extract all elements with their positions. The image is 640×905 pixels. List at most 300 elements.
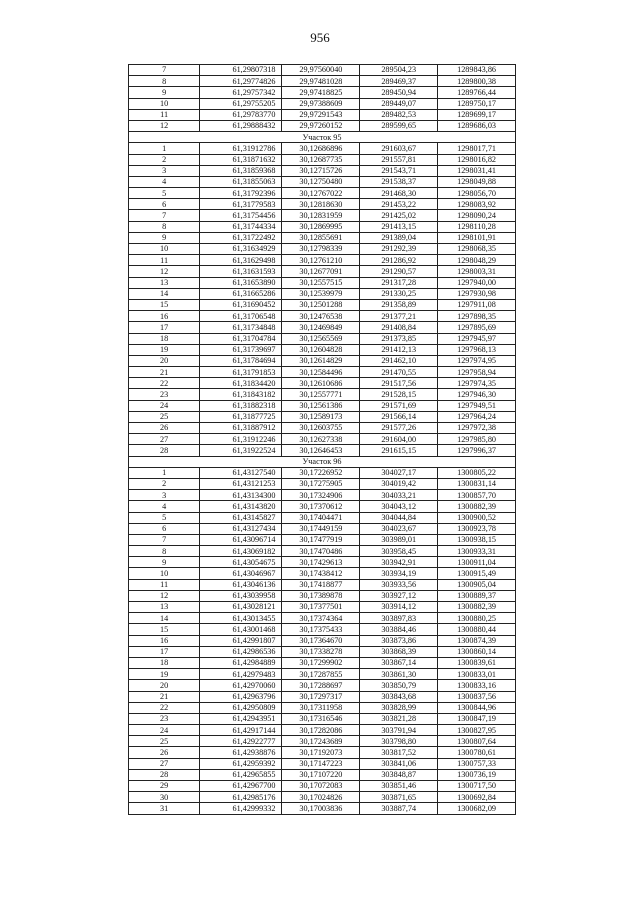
latitude-cell: 61,43127540 bbox=[200, 467, 282, 478]
point-number-cell: 3 bbox=[129, 490, 200, 501]
y-coordinate-cell: 1298016,82 bbox=[438, 154, 516, 165]
x-coordinate-cell: 303871,65 bbox=[360, 792, 438, 803]
latitude-cell: 61,43046136 bbox=[200, 579, 282, 590]
point-number-cell: 27 bbox=[129, 758, 200, 769]
table-row bbox=[129, 702, 516, 713]
longitude-cell: 30,17299902 bbox=[282, 657, 360, 668]
x-coordinate-cell: 303873,86 bbox=[360, 635, 438, 646]
table-row bbox=[129, 624, 516, 635]
longitude-cell: 30,12855691 bbox=[282, 232, 360, 243]
point-number-cell: 20 bbox=[129, 355, 200, 366]
x-coordinate-cell: 291603,67 bbox=[360, 143, 438, 154]
latitude-cell: 61,42938876 bbox=[200, 747, 282, 758]
longitude-cell: 30,12761210 bbox=[282, 255, 360, 266]
latitude-cell: 61,42979483 bbox=[200, 669, 282, 680]
longitude-cell: 30,17364670 bbox=[282, 635, 360, 646]
y-coordinate-cell: 1300860,14 bbox=[438, 646, 516, 657]
table-row bbox=[129, 512, 516, 523]
x-coordinate-cell: 304019,42 bbox=[360, 478, 438, 489]
table-row bbox=[129, 758, 516, 769]
x-coordinate-cell: 303867,14 bbox=[360, 657, 438, 668]
point-number-cell: 18 bbox=[129, 333, 200, 344]
x-coordinate-cell: 304027,17 bbox=[360, 467, 438, 478]
latitude-cell: 61,43054675 bbox=[200, 557, 282, 568]
latitude-cell: 61,29757342 bbox=[200, 87, 282, 98]
table-row bbox=[129, 736, 516, 747]
y-coordinate-cell: 1300837,56 bbox=[438, 691, 516, 702]
table-row bbox=[129, 747, 516, 758]
table-row bbox=[129, 244, 516, 255]
latitude-cell: 61,31704784 bbox=[200, 333, 282, 344]
table-row bbox=[129, 725, 516, 736]
latitude-cell: 61,31834420 bbox=[200, 378, 282, 389]
point-number-cell: 12 bbox=[129, 590, 200, 601]
table-row bbox=[129, 646, 516, 657]
latitude-cell: 61,42999332 bbox=[200, 803, 282, 814]
table-row bbox=[129, 266, 516, 277]
longitude-cell: 30,12677091 bbox=[282, 266, 360, 277]
x-coordinate-cell: 291373,85 bbox=[360, 333, 438, 344]
latitude-cell: 61,31912786 bbox=[200, 143, 282, 154]
longitude-cell: 30,17374364 bbox=[282, 613, 360, 624]
table-row bbox=[129, 65, 516, 76]
table-row bbox=[129, 232, 516, 243]
table-row bbox=[129, 546, 516, 557]
point-number-cell: 6 bbox=[129, 199, 200, 210]
y-coordinate-cell: 1300933,31 bbox=[438, 546, 516, 557]
latitude-cell: 61,42991807 bbox=[200, 635, 282, 646]
y-coordinate-cell: 1298031,41 bbox=[438, 165, 516, 176]
x-coordinate-cell: 303868,39 bbox=[360, 646, 438, 657]
latitude-cell: 61,42950809 bbox=[200, 702, 282, 713]
table-row bbox=[129, 221, 516, 232]
latitude-cell: 61,42965855 bbox=[200, 769, 282, 780]
y-coordinate-cell: 1297898,35 bbox=[438, 311, 516, 322]
table-row bbox=[129, 311, 516, 322]
longitude-cell: 30,12687735 bbox=[282, 154, 360, 165]
point-number-cell: 24 bbox=[129, 725, 200, 736]
x-coordinate-cell: 303884,46 bbox=[360, 624, 438, 635]
latitude-cell: 61,31791853 bbox=[200, 367, 282, 378]
point-number-cell: 12 bbox=[129, 120, 200, 131]
table-row bbox=[129, 344, 516, 355]
latitude-cell: 61,31877725 bbox=[200, 411, 282, 422]
table-row bbox=[129, 467, 516, 478]
longitude-cell: 29,97481028 bbox=[282, 76, 360, 87]
y-coordinate-cell: 1300880,25 bbox=[438, 613, 516, 624]
point-number-cell: 23 bbox=[129, 713, 200, 724]
x-coordinate-cell: 291577,26 bbox=[360, 423, 438, 434]
y-coordinate-cell: 1300833,01 bbox=[438, 669, 516, 680]
y-coordinate-cell: 1297940,00 bbox=[438, 277, 516, 288]
table-row bbox=[129, 657, 516, 668]
latitude-cell: 61,31843182 bbox=[200, 389, 282, 400]
table-row bbox=[129, 199, 516, 210]
y-coordinate-cell: 1300847,19 bbox=[438, 713, 516, 724]
point-number-cell: 9 bbox=[129, 557, 200, 568]
x-coordinate-cell: 291462,10 bbox=[360, 355, 438, 366]
table-row bbox=[129, 423, 516, 434]
longitude-cell: 30,17470486 bbox=[282, 546, 360, 557]
point-number-cell: 4 bbox=[129, 176, 200, 187]
table-row bbox=[129, 389, 516, 400]
latitude-cell: 61,31792396 bbox=[200, 188, 282, 199]
longitude-cell: 30,12561386 bbox=[282, 400, 360, 411]
table-row bbox=[129, 602, 516, 613]
section-title: Участок 96 bbox=[129, 456, 516, 467]
latitude-cell: 61,31744334 bbox=[200, 221, 282, 232]
point-number-cell: 11 bbox=[129, 109, 200, 120]
latitude-cell: 61,31739697 bbox=[200, 344, 282, 355]
longitude-cell: 30,17072083 bbox=[282, 781, 360, 792]
table-row bbox=[129, 803, 516, 814]
longitude-cell: 30,17477919 bbox=[282, 534, 360, 545]
point-number-cell: 8 bbox=[129, 546, 200, 557]
x-coordinate-cell: 291566,14 bbox=[360, 411, 438, 422]
latitude-cell: 61,43127434 bbox=[200, 523, 282, 534]
longitude-cell: 30,17311958 bbox=[282, 702, 360, 713]
latitude-cell: 61,31706548 bbox=[200, 311, 282, 322]
point-number-cell: 7 bbox=[129, 210, 200, 221]
longitude-cell: 30,17429613 bbox=[282, 557, 360, 568]
point-number-cell: 17 bbox=[129, 646, 200, 657]
table-row bbox=[129, 590, 516, 601]
longitude-cell: 30,17226952 bbox=[282, 467, 360, 478]
table-row bbox=[129, 792, 516, 803]
section-header-row bbox=[129, 456, 516, 467]
longitude-cell: 30,17389878 bbox=[282, 590, 360, 601]
y-coordinate-cell: 1300736,19 bbox=[438, 769, 516, 780]
section-title: Участок 95 bbox=[129, 132, 516, 143]
table-row bbox=[129, 434, 516, 445]
latitude-cell: 61,42959392 bbox=[200, 758, 282, 769]
longitude-cell: 30,12584496 bbox=[282, 367, 360, 378]
longitude-cell: 30,12831959 bbox=[282, 210, 360, 221]
point-number-cell: 28 bbox=[129, 769, 200, 780]
longitude-cell: 29,97388609 bbox=[282, 98, 360, 109]
point-number-cell: 10 bbox=[129, 568, 200, 579]
latitude-cell: 61,31871632 bbox=[200, 154, 282, 165]
latitude-cell: 61,31722492 bbox=[200, 232, 282, 243]
table-row bbox=[129, 523, 516, 534]
point-number-cell: 26 bbox=[129, 747, 200, 758]
y-coordinate-cell: 1297972,38 bbox=[438, 423, 516, 434]
longitude-cell: 30,12627338 bbox=[282, 434, 360, 445]
point-number-cell: 10 bbox=[129, 98, 200, 109]
latitude-cell: 61,31665286 bbox=[200, 288, 282, 299]
latitude-cell: 61,42963796 bbox=[200, 691, 282, 702]
latitude-cell: 61,29807318 bbox=[200, 65, 282, 76]
x-coordinate-cell: 304023,67 bbox=[360, 523, 438, 534]
longitude-cell: 30,17275905 bbox=[282, 478, 360, 489]
x-coordinate-cell: 304033,21 bbox=[360, 490, 438, 501]
point-number-cell: 12 bbox=[129, 266, 200, 277]
x-coordinate-cell: 289469,37 bbox=[360, 76, 438, 87]
longitude-cell: 30,17243689 bbox=[282, 736, 360, 747]
table-row bbox=[129, 378, 516, 389]
longitude-cell: 30,12589173 bbox=[282, 411, 360, 422]
y-coordinate-cell: 1300905,04 bbox=[438, 579, 516, 590]
x-coordinate-cell: 291425,02 bbox=[360, 210, 438, 221]
longitude-cell: 29,97418825 bbox=[282, 87, 360, 98]
longitude-cell: 30,17003836 bbox=[282, 803, 360, 814]
longitude-cell: 30,17287855 bbox=[282, 669, 360, 680]
table-row bbox=[129, 143, 516, 154]
x-coordinate-cell: 291615,15 bbox=[360, 445, 438, 456]
table-row bbox=[129, 534, 516, 545]
y-coordinate-cell: 1300889,37 bbox=[438, 590, 516, 601]
y-coordinate-cell: 1297974,95 bbox=[438, 355, 516, 366]
x-coordinate-cell: 291317,28 bbox=[360, 277, 438, 288]
y-coordinate-cell: 1289766,44 bbox=[438, 87, 516, 98]
table-row bbox=[129, 769, 516, 780]
x-coordinate-cell: 303927,12 bbox=[360, 590, 438, 601]
point-number-cell: 7 bbox=[129, 534, 200, 545]
latitude-cell: 61,31882318 bbox=[200, 400, 282, 411]
table-row bbox=[129, 501, 516, 512]
longitude-cell: 30,12686896 bbox=[282, 143, 360, 154]
x-coordinate-cell: 291408,84 bbox=[360, 322, 438, 333]
table-row bbox=[129, 98, 516, 109]
y-coordinate-cell: 1300831,14 bbox=[438, 478, 516, 489]
x-coordinate-cell: 291557,81 bbox=[360, 154, 438, 165]
longitude-cell: 30,12869995 bbox=[282, 221, 360, 232]
y-coordinate-cell: 1298056,70 bbox=[438, 188, 516, 199]
longitude-cell: 30,12476538 bbox=[282, 311, 360, 322]
y-coordinate-cell: 1297974,35 bbox=[438, 378, 516, 389]
point-number-cell: 9 bbox=[129, 87, 200, 98]
longitude-cell: 30,12565569 bbox=[282, 333, 360, 344]
x-coordinate-cell: 304043,12 bbox=[360, 501, 438, 512]
longitude-cell: 30,17316546 bbox=[282, 713, 360, 724]
point-number-cell: 19 bbox=[129, 669, 200, 680]
point-number-cell: 30 bbox=[129, 792, 200, 803]
y-coordinate-cell: 1300692,84 bbox=[438, 792, 516, 803]
latitude-cell: 61,42922777 bbox=[200, 736, 282, 747]
y-coordinate-cell: 1300882,39 bbox=[438, 501, 516, 512]
point-number-cell: 5 bbox=[129, 188, 200, 199]
point-number-cell: 15 bbox=[129, 624, 200, 635]
longitude-cell: 30,17438412 bbox=[282, 568, 360, 579]
y-coordinate-cell: 1298017,71 bbox=[438, 143, 516, 154]
point-number-cell: 28 bbox=[129, 445, 200, 456]
table-row bbox=[129, 713, 516, 724]
point-number-cell: 29 bbox=[129, 781, 200, 792]
x-coordinate-cell: 303798,80 bbox=[360, 736, 438, 747]
x-coordinate-cell: 303851,46 bbox=[360, 781, 438, 792]
y-coordinate-cell: 1298110,28 bbox=[438, 221, 516, 232]
longitude-cell: 30,12818630 bbox=[282, 199, 360, 210]
y-coordinate-cell: 1300900,52 bbox=[438, 512, 516, 523]
point-number-cell: 5 bbox=[129, 512, 200, 523]
table-row bbox=[129, 490, 516, 501]
point-number-cell: 15 bbox=[129, 299, 200, 310]
y-coordinate-cell: 1297968,13 bbox=[438, 344, 516, 355]
table-row bbox=[129, 188, 516, 199]
point-number-cell: 20 bbox=[129, 680, 200, 691]
y-coordinate-cell: 1300717,50 bbox=[438, 781, 516, 792]
y-coordinate-cell: 1289800,38 bbox=[438, 76, 516, 87]
x-coordinate-cell: 291543,71 bbox=[360, 165, 438, 176]
y-coordinate-cell: 1300844,96 bbox=[438, 702, 516, 713]
x-coordinate-cell: 291528,15 bbox=[360, 389, 438, 400]
point-number-cell: 11 bbox=[129, 255, 200, 266]
table-row bbox=[129, 613, 516, 624]
table-row bbox=[129, 76, 516, 87]
table-row bbox=[129, 255, 516, 266]
x-coordinate-cell: 291470,55 bbox=[360, 367, 438, 378]
y-coordinate-cell: 1298090,24 bbox=[438, 210, 516, 221]
latitude-cell: 61,43134300 bbox=[200, 490, 282, 501]
point-number-cell: 18 bbox=[129, 657, 200, 668]
longitude-cell: 30,17297317 bbox=[282, 691, 360, 702]
point-number-cell: 25 bbox=[129, 736, 200, 747]
latitude-cell: 61,42917144 bbox=[200, 725, 282, 736]
x-coordinate-cell: 303861,30 bbox=[360, 669, 438, 680]
x-coordinate-cell: 303989,01 bbox=[360, 534, 438, 545]
latitude-cell: 61,29755205 bbox=[200, 98, 282, 109]
table-row bbox=[129, 478, 516, 489]
point-number-cell: 2 bbox=[129, 154, 200, 165]
longitude-cell: 30,12501288 bbox=[282, 299, 360, 310]
y-coordinate-cell: 1297930,98 bbox=[438, 288, 516, 299]
point-number-cell: 1 bbox=[129, 467, 200, 478]
y-coordinate-cell: 1297895,69 bbox=[438, 322, 516, 333]
section-header-row bbox=[129, 132, 516, 143]
x-coordinate-cell: 291538,37 bbox=[360, 176, 438, 187]
table-row bbox=[129, 367, 516, 378]
y-coordinate-cell: 1300911,04 bbox=[438, 557, 516, 568]
x-coordinate-cell: 289449,07 bbox=[360, 98, 438, 109]
x-coordinate-cell: 303841,06 bbox=[360, 758, 438, 769]
y-coordinate-cell: 1300807,64 bbox=[438, 736, 516, 747]
y-coordinate-cell: 1297946,30 bbox=[438, 389, 516, 400]
longitude-cell: 30,17449159 bbox=[282, 523, 360, 534]
point-number-cell: 10 bbox=[129, 244, 200, 255]
x-coordinate-cell: 303850,79 bbox=[360, 680, 438, 691]
y-coordinate-cell: 1300682,09 bbox=[438, 803, 516, 814]
point-number-cell: 19 bbox=[129, 344, 200, 355]
point-number-cell: 4 bbox=[129, 501, 200, 512]
y-coordinate-cell: 1297949,51 bbox=[438, 400, 516, 411]
y-coordinate-cell: 1300915,49 bbox=[438, 568, 516, 579]
longitude-cell: 30,17324906 bbox=[282, 490, 360, 501]
point-number-cell: 13 bbox=[129, 277, 200, 288]
y-coordinate-cell: 1289699,17 bbox=[438, 109, 516, 120]
y-coordinate-cell: 1300882,39 bbox=[438, 602, 516, 613]
longitude-cell: 30,17282086 bbox=[282, 725, 360, 736]
latitude-cell: 61,43145827 bbox=[200, 512, 282, 523]
latitude-cell: 61,29888432 bbox=[200, 120, 282, 131]
coordinates-table bbox=[128, 64, 516, 815]
x-coordinate-cell: 303934,19 bbox=[360, 568, 438, 579]
point-number-cell: 22 bbox=[129, 378, 200, 389]
longitude-cell: 30,12750480 bbox=[282, 176, 360, 187]
x-coordinate-cell: 291330,25 bbox=[360, 288, 438, 299]
x-coordinate-cell: 303942,91 bbox=[360, 557, 438, 568]
x-coordinate-cell: 291413,15 bbox=[360, 221, 438, 232]
table-row bbox=[129, 445, 516, 456]
point-number-cell: 8 bbox=[129, 76, 200, 87]
table-row bbox=[129, 322, 516, 333]
point-number-cell: 16 bbox=[129, 635, 200, 646]
latitude-cell: 61,43096714 bbox=[200, 534, 282, 545]
point-number-cell: 6 bbox=[129, 523, 200, 534]
longitude-cell: 30,17377501 bbox=[282, 602, 360, 613]
table-row bbox=[129, 400, 516, 411]
longitude-cell: 30,17418877 bbox=[282, 579, 360, 590]
x-coordinate-cell: 289504,23 bbox=[360, 65, 438, 76]
longitude-cell: 30,12604828 bbox=[282, 344, 360, 355]
longitude-cell: 29,97560040 bbox=[282, 65, 360, 76]
x-coordinate-cell: 289450,94 bbox=[360, 87, 438, 98]
table-row bbox=[129, 165, 516, 176]
y-coordinate-cell: 1297985,80 bbox=[438, 434, 516, 445]
y-coordinate-cell: 1300833,16 bbox=[438, 680, 516, 691]
latitude-cell: 61,43121253 bbox=[200, 478, 282, 489]
x-coordinate-cell: 289599,65 bbox=[360, 120, 438, 131]
table-row bbox=[129, 568, 516, 579]
table-row bbox=[129, 669, 516, 680]
longitude-cell: 30,17404471 bbox=[282, 512, 360, 523]
table-row bbox=[129, 87, 516, 98]
latitude-cell: 61,31855063 bbox=[200, 176, 282, 187]
longitude-cell: 30,12469849 bbox=[282, 322, 360, 333]
x-coordinate-cell: 291292,39 bbox=[360, 244, 438, 255]
page-number: 956 bbox=[310, 30, 330, 45]
y-coordinate-cell: 1298003,31 bbox=[438, 266, 516, 277]
point-number-cell: 7 bbox=[129, 65, 200, 76]
y-coordinate-cell: 1297964,24 bbox=[438, 411, 516, 422]
y-coordinate-cell: 1300805,22 bbox=[438, 467, 516, 478]
latitude-cell: 61,31754456 bbox=[200, 210, 282, 221]
point-number-cell: 8 bbox=[129, 221, 200, 232]
longitude-cell: 30,12614829 bbox=[282, 355, 360, 366]
y-coordinate-cell: 1300827,95 bbox=[438, 725, 516, 736]
latitude-cell: 61,29783770 bbox=[200, 109, 282, 120]
y-coordinate-cell: 1297996,37 bbox=[438, 445, 516, 456]
longitude-cell: 30,17192073 bbox=[282, 747, 360, 758]
x-coordinate-cell: 303887,74 bbox=[360, 803, 438, 814]
y-coordinate-cell: 1300839,61 bbox=[438, 657, 516, 668]
latitude-cell: 61,31912246 bbox=[200, 434, 282, 445]
latitude-cell: 61,42967700 bbox=[200, 781, 282, 792]
y-coordinate-cell: 1300874,39 bbox=[438, 635, 516, 646]
latitude-cell: 61,43001468 bbox=[200, 624, 282, 635]
y-coordinate-cell: 1298083,92 bbox=[438, 199, 516, 210]
x-coordinate-cell: 291604,00 bbox=[360, 434, 438, 445]
point-number-cell: 3 bbox=[129, 165, 200, 176]
x-coordinate-cell: 303958,45 bbox=[360, 546, 438, 557]
x-coordinate-cell: 291358,89 bbox=[360, 299, 438, 310]
table-row bbox=[129, 299, 516, 310]
x-coordinate-cell: 291453,22 bbox=[360, 199, 438, 210]
y-coordinate-cell: 1289750,17 bbox=[438, 98, 516, 109]
table-row bbox=[129, 680, 516, 691]
table-row bbox=[129, 333, 516, 344]
longitude-cell: 30,17147223 bbox=[282, 758, 360, 769]
x-coordinate-cell: 303843,68 bbox=[360, 691, 438, 702]
latitude-cell: 61,31734848 bbox=[200, 322, 282, 333]
latitude-cell: 61,43013455 bbox=[200, 613, 282, 624]
y-coordinate-cell: 1298049,88 bbox=[438, 176, 516, 187]
point-number-cell: 24 bbox=[129, 400, 200, 411]
table-row bbox=[129, 210, 516, 221]
y-coordinate-cell: 1300857,70 bbox=[438, 490, 516, 501]
x-coordinate-cell: 291412,13 bbox=[360, 344, 438, 355]
x-coordinate-cell: 291377,21 bbox=[360, 311, 438, 322]
longitude-cell: 30,17107220 bbox=[282, 769, 360, 780]
